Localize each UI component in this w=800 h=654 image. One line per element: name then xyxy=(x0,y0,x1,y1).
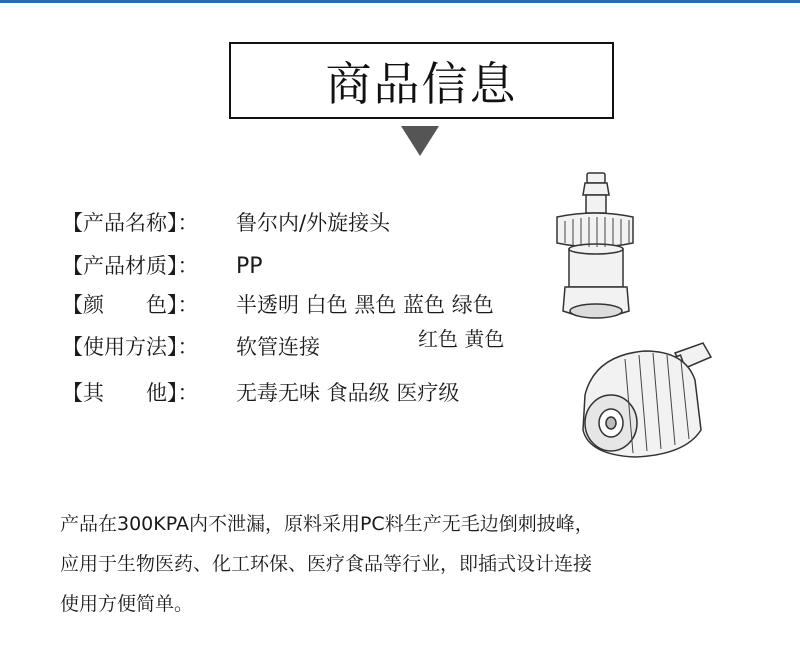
luer-fitting-angled-illustration xyxy=(575,335,725,465)
spec-value: 半透明 白色 黑色 蓝色 绿色 xyxy=(236,293,494,317)
top-border xyxy=(0,0,800,3)
spec-value-color-continued: 红色 黄色 xyxy=(418,327,505,351)
spec-value: 无毒无味 食品级 医疗级 xyxy=(236,381,460,405)
spec-row-material xyxy=(62,250,263,280)
spec-value: PP xyxy=(236,254,263,279)
spec-label: 【其 他】： xyxy=(62,381,199,405)
down-arrow-icon xyxy=(401,126,439,156)
section-title-text: 商品信息 xyxy=(325,56,518,111)
description-line: 使用方便简单。 xyxy=(60,593,194,615)
spec-value: 软管连接 xyxy=(236,335,320,359)
spec-label: 【颜 色】： xyxy=(62,293,199,317)
spec-row-usage xyxy=(62,331,320,361)
section-title xyxy=(229,42,614,119)
spec-row-other xyxy=(62,377,459,407)
spec-label: 【产品名称】： xyxy=(62,211,199,235)
spec-row-color xyxy=(62,289,494,319)
spec-label: 【使用方法】： xyxy=(62,335,199,359)
spec-row-name xyxy=(62,207,390,237)
description-line: 产品在300KPA内不泄漏，原料采用PC料生产无毛边倒刺披峰， xyxy=(60,513,594,535)
spec-value: 鲁尔内/外旋接头 xyxy=(236,211,391,235)
luer-fitting-side-illustration xyxy=(545,165,645,325)
description-line: 应用于生物医药、化工环保、医疗食品等行业，即插式设计连接 xyxy=(60,553,593,575)
spec-label: 【产品材质】： xyxy=(62,254,199,278)
